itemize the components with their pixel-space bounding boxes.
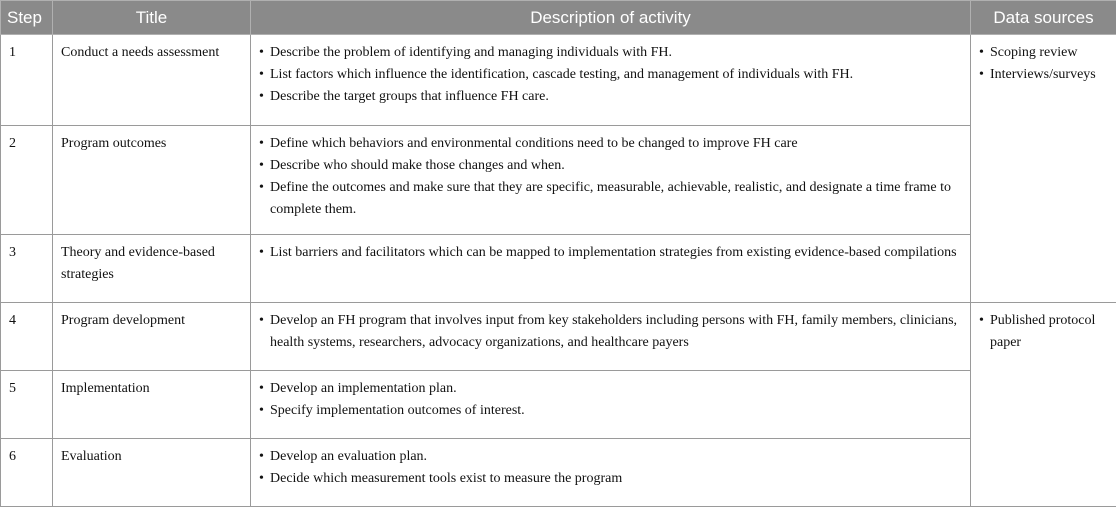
- step-title: Theory and evidence-based strategies: [53, 235, 251, 303]
- table-row: [1, 439, 1116, 507]
- step-title: Implementation: [53, 371, 251, 439]
- description-list: [259, 133, 962, 221]
- step-title: Conduct a needs assessment: [53, 35, 251, 126]
- description-item: • Develop an implementation plan.: [259, 378, 962, 400]
- description-item: • Describe the problem of identifying and managing individuals with FH.: [259, 42, 962, 64]
- description-item: • Specify implementation outcomes of interest.: [259, 400, 962, 422]
- table-row: [1, 371, 1116, 439]
- step-title: Program development: [53, 303, 251, 371]
- description-item: • Define which behaviors and environmental conditions need to be changed to improve FH care: [259, 133, 962, 155]
- table-row: [1, 35, 1116, 126]
- description-item: • Develop an FH program that involves input from key stakeholders including persons with FH, family members, clinicians, health systems, researchers, advocacy organizations, and healthcare payers: [259, 310, 962, 354]
- header-data-sources: Data sources: [971, 1, 1116, 35]
- description-cell: [251, 439, 971, 507]
- description-list: [259, 446, 962, 490]
- table-row: [1, 126, 1116, 235]
- description-item: • Describe the target groups that influence FH care.: [259, 86, 962, 108]
- data-source-item: • Published protocol paper: [979, 310, 1108, 354]
- data-sources-cell: [971, 35, 1116, 126]
- description-item: • Describe who should make those changes and when.: [259, 155, 962, 177]
- step-title: Evaluation: [53, 439, 251, 507]
- table-row: [1, 303, 1116, 371]
- step-number: 5: [1, 371, 53, 439]
- description-cell: [251, 126, 971, 235]
- description-item: • Develop an evaluation plan.: [259, 446, 962, 468]
- description-cell: [251, 371, 971, 439]
- data-sources-list: [979, 310, 1108, 354]
- data-sources-cell: [971, 303, 1116, 371]
- description-item: • List barriers and facilitators which can be mapped to implementation strategies from existing evidence-based compilations: [259, 242, 962, 264]
- step-number: 1: [1, 35, 53, 126]
- data-source-item: • Interviews/surveys: [979, 64, 1108, 86]
- data-sources-cell: [971, 235, 1116, 303]
- step-number: 3: [1, 235, 53, 303]
- description-cell: [251, 235, 971, 303]
- table-row: [1, 235, 1116, 303]
- description-list: [259, 242, 962, 264]
- data-sources-list: [979, 42, 1108, 86]
- header-title: Title: [53, 1, 251, 35]
- description-cell: [251, 35, 971, 126]
- step-number: 2: [1, 126, 53, 235]
- data-sources-cell: [971, 126, 1116, 235]
- description-list: [259, 310, 962, 354]
- data-sources-cell: [971, 439, 1116, 507]
- header-step: Step: [1, 1, 53, 35]
- description-item: • Define the outcomes and make sure that they are specific, measurable, achievable, realistic, and designate a time frame to complete them.: [259, 177, 962, 221]
- description-list: [259, 42, 962, 108]
- data-source-item: • Scoping review: [979, 42, 1108, 64]
- step-title: Program outcomes: [53, 126, 251, 235]
- header-description: Description of activity: [251, 1, 971, 35]
- data-sources-cell: [971, 371, 1116, 439]
- step-number: 6: [1, 439, 53, 507]
- description-item: • List factors which influence the identification, cascade testing, and management of individuals with FH.: [259, 64, 962, 86]
- header-row: [1, 1, 1116, 35]
- description-cell: [251, 303, 971, 371]
- description-list: [259, 378, 962, 422]
- step-number: 4: [1, 303, 53, 371]
- description-item: • Decide which measurement tools exist to measure the program: [259, 468, 962, 490]
